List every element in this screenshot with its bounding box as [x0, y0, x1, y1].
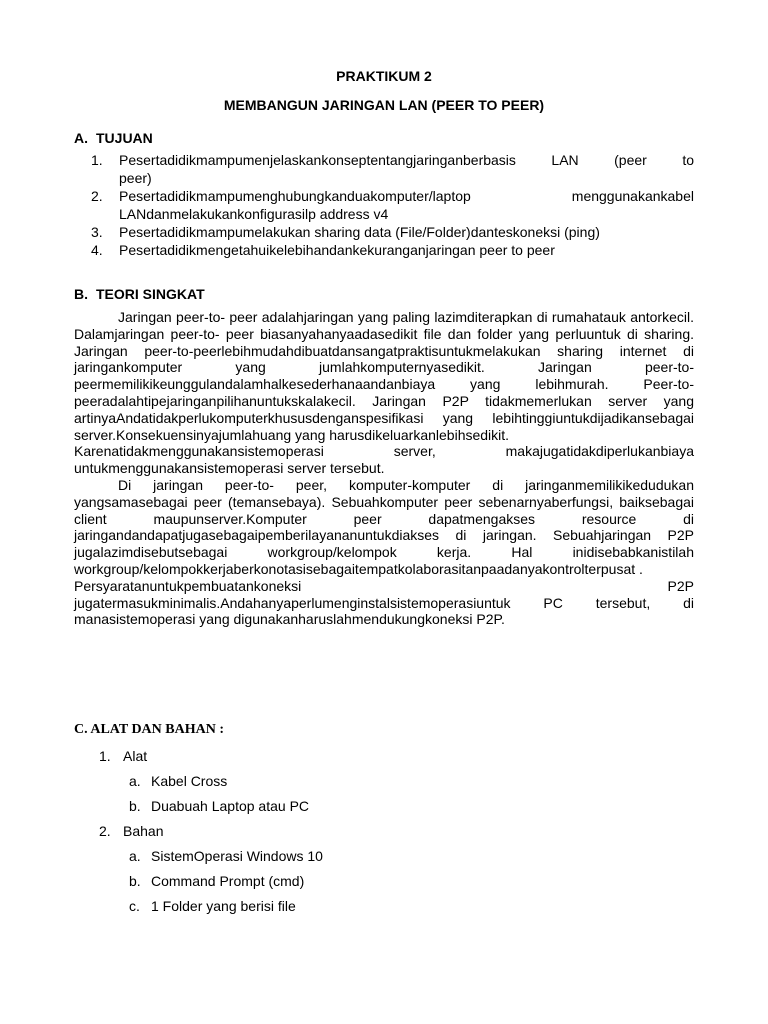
list-number: 1. [91, 152, 103, 168]
list-item [74, 151, 694, 187]
list-label: Alat [123, 748, 148, 764]
list-number: 4. [91, 242, 103, 258]
list-letter: a. [129, 773, 141, 789]
list-text: Command Prompt (cmd) [151, 873, 305, 889]
section-b-title: TEORI SINGKAT [96, 286, 205, 302]
document-title: PRAKTIKUM 2 [336, 68, 432, 84]
paragraph: Di jaringan peer-to- peer, komputer-komputer di jaringanmemilikikedudukan yangsamasebagai peer (temansebaya). Sebuahkomputer peer sebenarnyaberfungsi, baiksebagai client maupunserver.Komputer peer dapatmengakses resource di jaringandandapatjugasebagaipemberilayananuntukdiakses di jaringan. Sebuahjaringan P2P jugalazimdisebutsebagai workgroup/kelompok kerja. Hal inidisebabkanistilah workgroup/kelompokkerjaberkonotasisebagaitempatkolaborasitanpaadanyakontrolterpusat . [74, 476, 694, 577]
list-item [74, 241, 694, 259]
paragraph: Jaringan peer-to- peer adalahjaringan yang paling lazimditerapkan di rumahatauk antorkecil. Dalamjaringan peer-to- peer biasanyahanyaadasedikit file dan folder yang perluuntuk di sharing. Jaringan peer-to-peerlebihmudahdibuatdansangatpraktisuntukmelakukan sharing internet di jaringankomputer yang jumlahkomputernyasedikit. Jaringan peer-to-peermemilikikeunggulandalamhalkesederhanaandanbiaya yang lebihmurah. Peer-to-peeradalahtipejaringanpilihanuntukskalakecil. Jaringan P2P tidakmemerlukan server yang artinyaAndatidakperlukomputerkhususdenganspesifikasi yang lebihtinggiuntukdijadikansebagai server.Konsekuensinyajumlahuang yang harusdikeluarkanlebihsedikit. [74, 309, 694, 443]
list-text: 1 Folder yang berisi file [151, 898, 296, 914]
section-a-letter: A. [74, 130, 88, 146]
list-text-line: Pesertadidikmampumenjelaskankonseptentangjaringanberbasis LAN (peer to [119, 152, 694, 168]
list-number: 3. [91, 224, 103, 240]
section-b-heading [74, 286, 205, 302]
list-text-line: Pesertadidikmampumenghubungkanduakomputer/laptop menggunakankabel [119, 188, 694, 204]
list-text-line: peer) [119, 170, 152, 186]
list-text-line: LANdanmelakukankonfigurasilp address v4 [119, 206, 389, 222]
list-label: Bahan [123, 823, 164, 839]
list-number: 2. [99, 823, 111, 839]
document-subtitle: MEMBANGUN JARINGAN LAN (PEER TO PEER) [223, 97, 545, 113]
list-text: SistemOperasi Windows 10 [151, 848, 323, 864]
list-letter: b. [129, 798, 141, 814]
list-item [74, 896, 574, 921]
list-letter: a. [129, 848, 141, 864]
list-text: Duabuah Laptop atau PC [151, 798, 310, 814]
list-text-line: Pesertadidikmengetahuikelebihandankekuranganjaringan peer to peer [119, 242, 555, 258]
materials-list [74, 746, 574, 921]
paragraph: Persyaratanuntukpembuatankoneksi P2P jugatermasukminimalis.Andahanyaperlumenginstalsistemoperasiuntuk PC tersebut, di manasistemoperasi yang digunakanharuslahmendukungkoneksi P2P. [74, 577, 694, 628]
list-text-line: Pesertadidikmampumelakukan sharing data (File/Folder)danteskoneksi (ping) [119, 224, 600, 240]
section-b-letter: B. [74, 286, 88, 302]
objectives-list [74, 151, 694, 259]
list-item [74, 223, 694, 241]
list-text: Kabel Cross [151, 773, 228, 789]
section-a-heading [74, 130, 153, 146]
theory-text [74, 309, 694, 628]
section-a-title: TUJUAN [96, 130, 153, 146]
list-number: 2. [91, 188, 103, 204]
list-item [74, 871, 574, 896]
list-item [74, 746, 574, 771]
list-item [74, 846, 574, 871]
paragraph: Karenatidakmenggunakansistemoperasi server, makajugatidakdiperlukanbiaya untukmenggunakansistemoperasi server tersebut. [74, 443, 694, 477]
list-item [74, 821, 574, 846]
list-item [74, 771, 574, 796]
list-letter: c. [129, 898, 140, 914]
list-item [74, 796, 574, 821]
section-c-heading: C. ALAT DAN BAHAN : [74, 722, 224, 737]
list-number: 1. [99, 748, 111, 764]
list-item [74, 187, 694, 223]
list-letter: b. [129, 873, 141, 889]
